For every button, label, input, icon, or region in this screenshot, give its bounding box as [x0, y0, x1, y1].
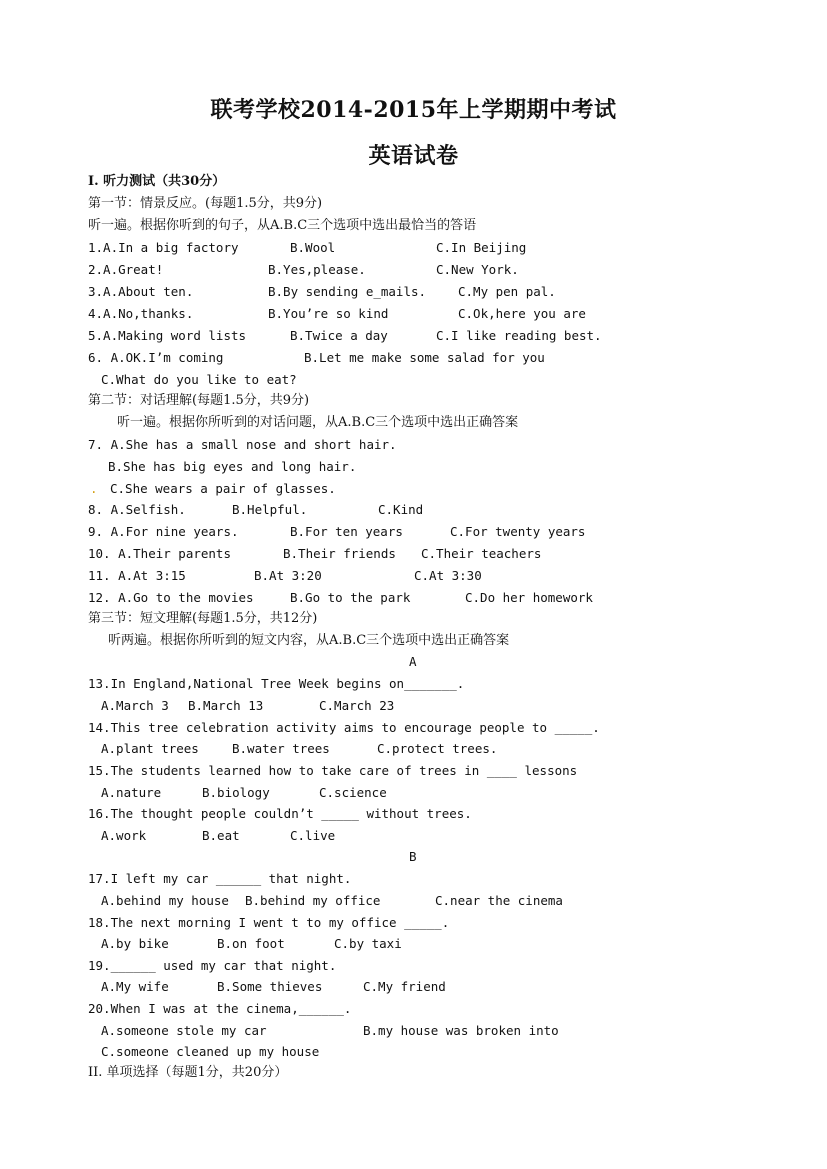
- stray-dot: .: [90, 481, 98, 496]
- line-text: 14.This tree celebration activity aims to encourage people to _____.: [88, 720, 600, 735]
- answer-option: C.For twenty years: [450, 524, 586, 539]
- answer-option: 2.A.Great!: [88, 262, 164, 277]
- answer-option: 10. A.Their parents: [88, 546, 231, 561]
- answer-option: C.My friend: [363, 979, 446, 994]
- answer-option: C.My pen pal.: [458, 284, 556, 299]
- line-text: II. 单项选择（每题1分，共20分）: [88, 1065, 288, 1080]
- answer-option: 12. A.Go to the movies: [88, 590, 254, 605]
- answer-option: 4.A.No,thanks.: [88, 306, 194, 321]
- answer-option: A.work: [101, 828, 147, 843]
- answer-option: B.my house was broken into: [363, 1023, 559, 1038]
- text-line: [101, 1020, 801, 1042]
- text-line: [88, 998, 351, 1020]
- answer-option: B.biology: [202, 785, 270, 800]
- answer-option: B.At 3:20: [254, 568, 322, 583]
- text-line: [101, 825, 801, 847]
- answer-option: B.Wool: [290, 240, 336, 255]
- answer-option: 6. A.OK.I’m coming: [88, 350, 224, 365]
- text-line: [88, 717, 600, 739]
- line-text: 15.The students learned how to take care of trees in ____ lessons: [88, 763, 578, 778]
- line-text: B.She has big eyes and long hair.: [108, 459, 357, 474]
- line-text: 第一节：情景反应。(每题1.5分，共9分): [88, 196, 323, 211]
- answer-option: C.protect trees.: [377, 741, 498, 756]
- line-text: B: [409, 849, 417, 864]
- answer-option: C.Kind: [378, 502, 424, 517]
- line-text: 听一遍。根据你听到的句子，从A.B.C三个选项中选出最恰当的答语: [88, 218, 477, 233]
- text-line: [88, 434, 397, 456]
- answer-option: B.Go to the park: [290, 590, 411, 605]
- answer-option: 3.A.About ten.: [88, 284, 194, 299]
- answer-option: 9. A.For nine years.: [88, 524, 239, 539]
- answer-option: B.water trees: [232, 741, 330, 756]
- answer-option: B.Twice a day: [290, 328, 388, 343]
- line-text: 13.In England,National Tree Week begins on_______.: [88, 676, 465, 691]
- line-text: C.She wears a pair of glasses.: [110, 481, 336, 496]
- answer-option: A.someone stole my car: [101, 1023, 267, 1038]
- answer-option: B.March 13: [188, 698, 264, 713]
- answer-option: A.by bike: [101, 936, 169, 951]
- answer-option: C.near the cinema: [435, 893, 563, 908]
- text-line: [88, 760, 577, 782]
- line-text: 7. A.She has a small nose and short hair.: [88, 437, 397, 452]
- answer-option: C.I like reading best.: [436, 328, 602, 343]
- answer-option: A.My wife: [101, 979, 169, 994]
- exam-title: 联考学校2014-2015年上学期期中考试: [210, 97, 617, 123]
- text-line: [117, 412, 518, 434]
- answer-option: 5.A.Making word lists: [88, 328, 247, 343]
- exam-subtitle: 英语试卷: [368, 143, 459, 169]
- answer-option: C.New York.: [436, 262, 519, 277]
- answer-option: A.plant trees: [101, 741, 199, 756]
- text-line: [88, 1062, 287, 1084]
- answer-option: C.In Beijing: [436, 240, 527, 255]
- text-line: [88, 565, 788, 587]
- answer-option: A.nature: [101, 785, 162, 800]
- text-line: [88, 608, 317, 630]
- text-line: [88, 543, 788, 565]
- text-line: [88, 215, 476, 237]
- text-line: [101, 695, 801, 717]
- line-text: 17.I left my car ______ that night.: [88, 871, 352, 886]
- answer-option: B.By sending e_mails.: [268, 284, 427, 299]
- answer-option: A.March 3: [101, 698, 169, 713]
- line-text: A: [409, 654, 417, 669]
- text-line: [90, 478, 336, 500]
- text-line: [88, 521, 788, 543]
- answer-option: C.Their teachers: [421, 546, 542, 561]
- text-line: [88, 803, 472, 825]
- answer-option: A.behind my house: [101, 893, 229, 908]
- line-text: I. 听力测试（共30分）: [88, 174, 226, 189]
- text-line: [409, 651, 417, 673]
- line-text: 听一遍。根据你所听到的对话问题，从A.B.C三个选项中选出正确答案: [117, 415, 519, 430]
- answer-option: B.behind my office: [245, 893, 381, 908]
- text-line: [101, 890, 801, 912]
- text-line: [88, 499, 788, 521]
- text-line: [101, 976, 801, 998]
- line-text: 18.The next morning I went t to my office _____.: [88, 915, 450, 930]
- text-line: [88, 955, 336, 977]
- text-line: [88, 390, 309, 412]
- text-line: [409, 846, 417, 868]
- text-line: [88, 868, 351, 890]
- answer-option: C.Ok,here you are: [458, 306, 586, 321]
- line-text: 16.The thought people couldn’t _____ without trees.: [88, 806, 472, 821]
- answer-option: C.Do her homework: [465, 590, 593, 605]
- line-text: C.What do you like to eat?: [101, 372, 297, 387]
- answer-option: B.Their friends: [283, 546, 396, 561]
- answer-option: C.by taxi: [334, 936, 402, 951]
- answer-option: B.For ten years: [290, 524, 403, 539]
- text-line: [88, 303, 788, 325]
- text-line: [101, 933, 801, 955]
- answer-option: B.You’re so kind: [268, 306, 389, 321]
- text-line: [88, 237, 788, 259]
- text-line: [88, 281, 788, 303]
- answer-option: 1.A.In a big factory: [88, 240, 239, 255]
- text-line: [88, 259, 788, 281]
- text-line: [108, 456, 356, 478]
- line-text: 听两遍。根据你所听到的短文内容，从A.B.C三个选项中选出正确答案: [108, 633, 510, 648]
- text-line: [88, 587, 788, 609]
- text-line: [88, 193, 322, 215]
- text-line: [101, 782, 801, 804]
- answer-option: C.March 23: [319, 698, 395, 713]
- text-line: [101, 1041, 319, 1063]
- text-line: [88, 325, 788, 347]
- text-line: [108, 630, 509, 652]
- line-text: 19.______ used my car that night.: [88, 958, 337, 973]
- text-line: [101, 738, 801, 760]
- answer-option: C.science: [319, 785, 387, 800]
- line-text: 20.When I was at the cinema,______.: [88, 1001, 352, 1016]
- answer-option: C.live: [290, 828, 336, 843]
- line-text: 第三节：短文理解(每题1.5分，共12分): [88, 611, 318, 626]
- text-line: [88, 347, 788, 369]
- answer-option: B.Helpful.: [232, 502, 308, 517]
- answer-option: 11. A.At 3:15: [88, 568, 186, 583]
- answer-option: C.At 3:30: [414, 568, 482, 583]
- answer-option: B.Let me make some salad for you: [304, 350, 545, 365]
- text-line: [88, 171, 225, 193]
- text-line: [101, 369, 297, 391]
- answer-option: B.eat: [202, 828, 240, 843]
- answer-option: 8. A.Selfish.: [88, 502, 186, 517]
- answer-option: B.on foot: [217, 936, 285, 951]
- answer-option: B.Yes,please.: [268, 262, 366, 277]
- text-line: [88, 912, 449, 934]
- text-line: [88, 673, 464, 695]
- answer-option: B.Some thieves: [217, 979, 323, 994]
- line-text: 第二节：对话理解(每题1.5分，共9分): [88, 393, 310, 408]
- line-text: C.someone cleaned up my house: [101, 1044, 320, 1059]
